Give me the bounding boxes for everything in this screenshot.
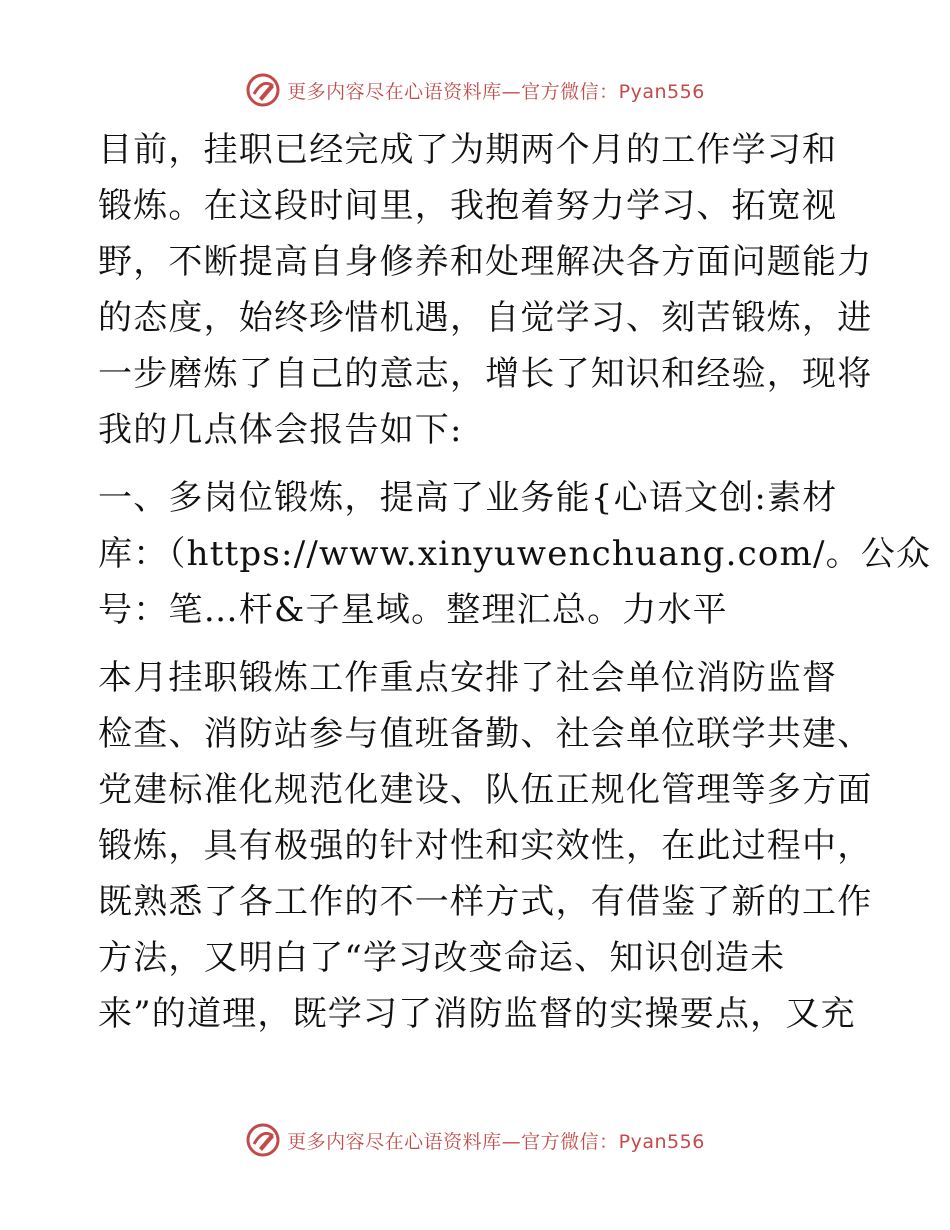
text-line: 野，不断提高自身修养和处理解决各方面问题能力 bbox=[98, 242, 873, 282]
text-line: 党建标准化规范化建设、队伍正规化管理等多方面 bbox=[98, 770, 873, 810]
text-line: 锻炼，具有极强的针对性和实效性，在此过程中， bbox=[98, 826, 873, 866]
text-line: 本月挂职锻炼工作重点安排了社会单位消防监督 bbox=[98, 658, 838, 698]
footer-banner bbox=[0, 1120, 950, 1160]
text-line-url: 库：（https://www.xinyuwenchuang.com/。公众 bbox=[98, 534, 932, 574]
text-line: 一、多岗位锻炼，提高了业务能{心语文创:素材 bbox=[98, 478, 838, 518]
document-body bbox=[98, 122, 932, 1042]
text-line: 目前，挂职已经完成了为期两个月的工作学习和 bbox=[98, 130, 838, 170]
text-line: 的态度，始终珍惜机遇，自觉学习、刻苦锻炼，进 bbox=[98, 298, 873, 338]
text-line: 既熟悉了各工作的不一样方式，有借鉴了新的工作 bbox=[98, 882, 873, 922]
text-line: 检查、消防站参与值班备勤、社会单位联学共建、 bbox=[98, 714, 873, 754]
text-line: 方法，又明白了“学习改变命运、知识创造未 bbox=[98, 938, 786, 978]
paragraph-body bbox=[98, 650, 873, 1042]
text-line: 我的几点体会报告如下: bbox=[98, 410, 463, 450]
header-banner bbox=[0, 70, 950, 110]
text-line: 锻炼。在这段时间里，我抱着努力学习、拓宽视 bbox=[98, 186, 838, 226]
text-line: 一步磨炼了自己的意志，增长了知识和经验，现将 bbox=[98, 354, 873, 394]
paragraph-intro bbox=[98, 122, 873, 458]
xinyu-logo-icon bbox=[245, 72, 281, 108]
paragraph-section-heading bbox=[98, 470, 932, 638]
header-banner-text: 更多内容尽在心语资料库—官方微信：Pyan556 bbox=[287, 80, 705, 103]
footer-banner-text: 更多内容尽在心语资料库—官方微信：Pyan556 bbox=[287, 1130, 705, 1153]
xinyu-logo-icon bbox=[245, 1122, 281, 1158]
text-line: 来”的道理，既学习了消防监督的实操要点，又充 bbox=[98, 994, 856, 1034]
text-line: 号：笔…杆&子星域。整理汇总。力水平 bbox=[98, 590, 728, 630]
